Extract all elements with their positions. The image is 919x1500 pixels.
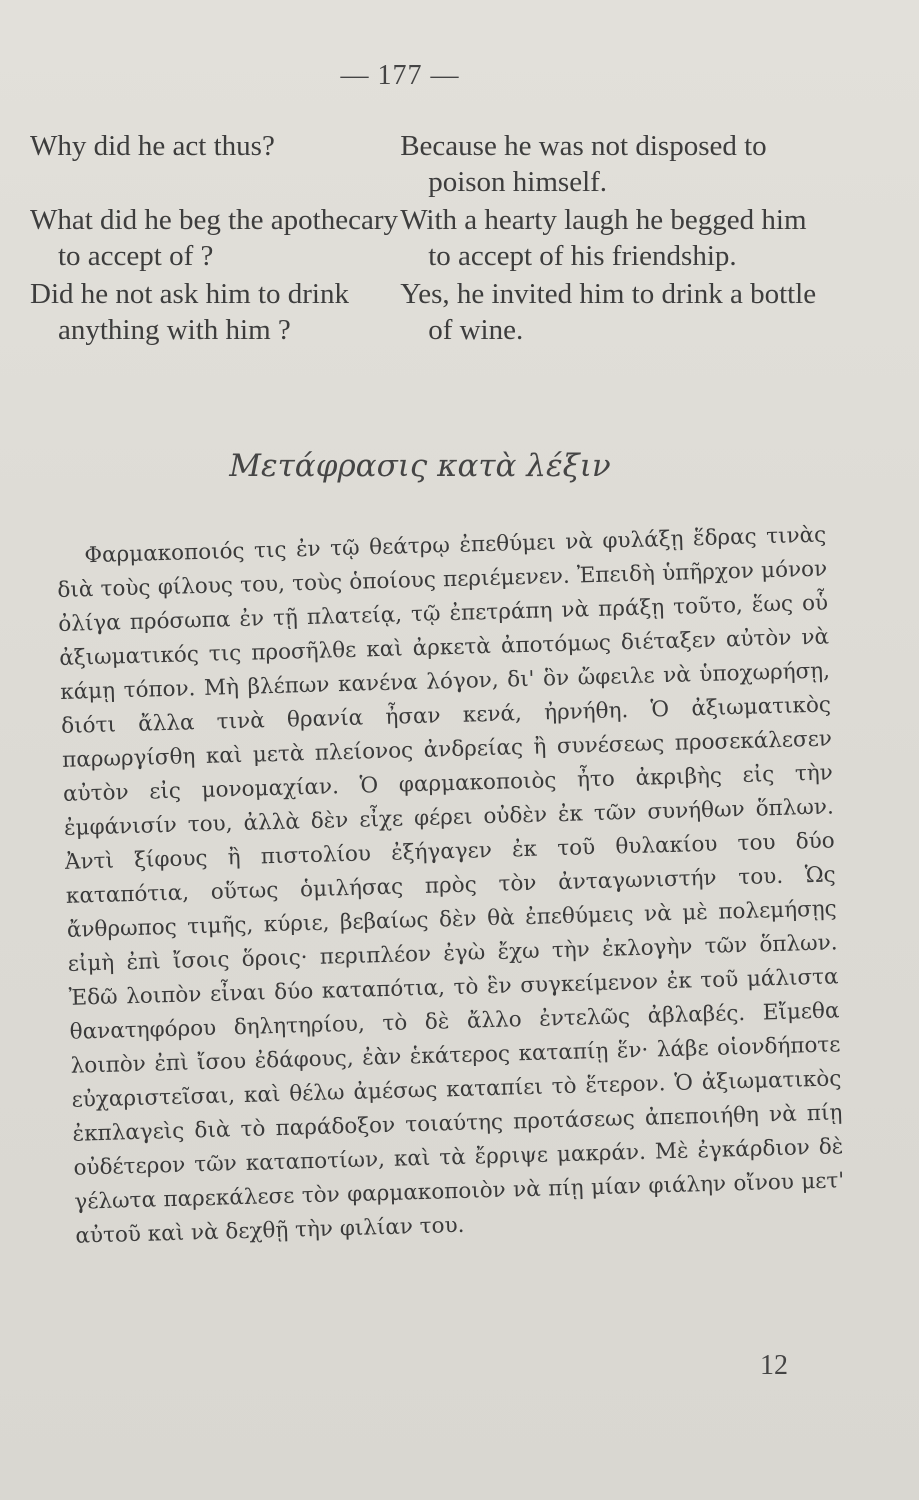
- section-title: Μετάφρασις κατὰ λέξιν: [229, 448, 611, 484]
- page-number: — 177 —: [340, 60, 460, 91]
- qa-row: [30, 128, 820, 200]
- signature-mark: 12: [760, 1350, 788, 1381]
- question-answer-table: [30, 128, 820, 350]
- greek-translation: [56, 519, 846, 1254]
- qa-row: [30, 276, 820, 348]
- answer-text: Yes, he invited him to drink a bottle of wine.: [400, 278, 817, 346]
- answer-text: With a hearty laugh he begged him to accept of his friendship.: [400, 204, 807, 272]
- translation-paragraph: Φαρμακοποιός τις ἐν τῷ θεάτρῳ ἐπεθύμει νὰ φυλάξῃ ἕδρας τινὰς διὰ τοὺς φίλους του, τοὺς ὁποίους περιέμενεν. Ἐπειδὴ ὑπῆρχον μόνον ὀλίγα πρόσωπα ἐν τῇ πλατείᾳ, τῷ ἐπετράπη νὰ πράξῃ τοῦτο, ἕως οὗ ἀξιωματικός τις προσῆλθε καὶ ἀρκετὰ ἀποτόμως διέταξεν αὐτὸν νὰ κάμῃ τόπον. Μὴ βλέπων κανένα λόγον, δι' ὃν ὤφειλε νὰ ὑποχωρήσῃ, διότι ἄλλα τινὰ θρανία ἦσαν κενά, ἠρνήθη. Ὁ ἀξιωματικὸς παρωργίσθη καὶ μετὰ πλείονος ἀνδρείας ἢ συνέσεως προσεκάλεσεν αὐτὸν εἰς μονομαχίαν. Ὁ φαρμακοποιὸς ἦτο ἀκριβὴς εἰς τὴν ἐμφάνισίν του, ἀλλὰ δὲν εἶχε φέρει οὐδὲν ἐκ τῶν συνήθων ὅπλων. Ἀντὶ ξίφους ἢ πιστολίου ἐξήγαγεν ἐκ τοῦ θυλακίου του δύο καταπότια, οὕτως ὁμιλήσας πρὸς τὸν ἀνταγωνιστήν του. Ὡς ἄνθρωπος τιμῆς, κύριε, βεβαίως δὲν θὰ ἐπεθύμεις νὰ μὲ πολεμήσῃς εἰμὴ ἐπὶ ἴσοις ὅροις· περιπλέον ἐγὼ ἔχω τὴν ἐκλογὴν τῶν ὅπλων. Ἐδῶ λοιπὸν εἶναι δύο καταπότια, τὸ ἓν συγκείμενον ἐκ τοῦ μάλιστα θανατηφόρου δηλητηρίου, τὸ δὲ ἄλλο ἐντελῶς ἀβλαβές. Εἴμεθα λοιπὸν ἐπὶ ἴσου ἐδάφους, ἐὰν ἑκάτερος καταπίῃ ἕν· λάβε οἱονδήποτε εὐχαριστεῖσαι, καὶ θέλω ἀμέσως καταπίει τὸ ἕτερον. Ὁ ἀξιωματικὸς ἐκπλαγεὶς διὰ τὸ παράδοξον τοιαύτης προτάσεως ἀπεποιήθη νὰ πίῃ οὐδέτερον τῶν καταποτίων, καὶ τὰ ἔρριψε μακράν. Μὲ ἐγκάρδιον δὲ γέλωτα παρεκάλεσε τὸν φαρμακοποιὸν νὰ πίῃ μίαν φιάλην οἴνου μετ' αὐτοῦ καὶ νὰ δεχθῇ τὴν φιλίαν του.: [57, 522, 845, 1249]
- question-text: Did he not ask him to drink anything with him ?: [30, 278, 349, 346]
- question-text: What did he beg the apothecary to accept of ?: [30, 204, 398, 272]
- question-text: Why did he act thus?: [30, 130, 275, 162]
- qa-row: [30, 202, 820, 274]
- answer-text: Because he was not disposed to poison himself.: [400, 130, 767, 198]
